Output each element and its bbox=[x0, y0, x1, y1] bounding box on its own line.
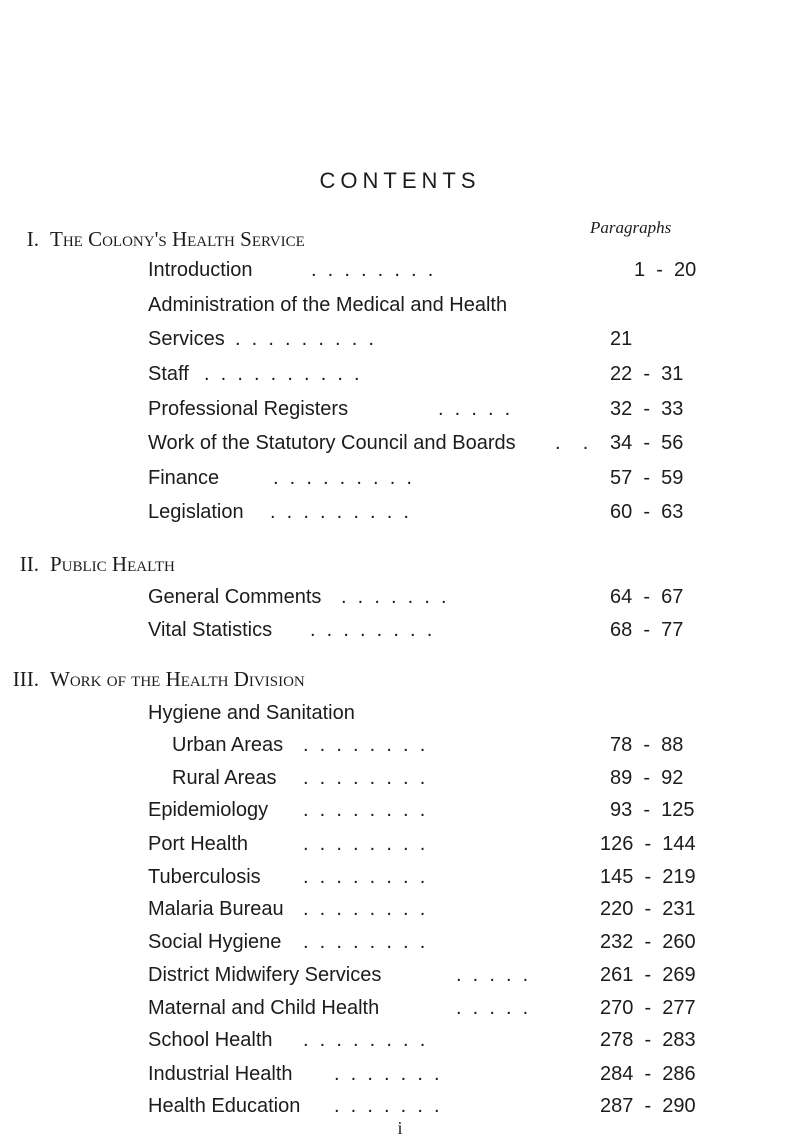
paragraph-range: 126 - 144 bbox=[600, 832, 696, 855]
section-number: II. bbox=[19, 552, 39, 577]
entry-label: Hygiene and Sanitation bbox=[148, 701, 355, 724]
paragraph-range: 220 - 231 bbox=[600, 898, 696, 921]
entry-label: Rural Areas bbox=[172, 767, 277, 790]
paragraph-range: 64 - 67 bbox=[610, 585, 684, 608]
entry-label: Vital Statistics bbox=[148, 618, 273, 641]
paragraph-range: 270 - 277 bbox=[600, 996, 696, 1019]
page-heading: CONTENTS bbox=[319, 168, 481, 193]
entry-label: Administration of the Medical and Health bbox=[148, 294, 508, 316]
entry-label: Finance bbox=[148, 467, 220, 489]
paragraph-range: 93 - 125 bbox=[610, 799, 695, 822]
leader-dots: . . . . . . . . . . bbox=[204, 363, 360, 385]
leader-dots: . . . . . . . bbox=[341, 585, 447, 608]
leader-dots: . . . . . . . bbox=[334, 1062, 440, 1085]
section-heading bbox=[0, 666, 800, 692]
section-title: Public Health bbox=[50, 552, 175, 577]
entry-label: District Midwifery Services bbox=[148, 963, 382, 986]
paragraph-range: 57 - 59 bbox=[610, 467, 684, 489]
paragraph-range: 60 - 63 bbox=[610, 501, 684, 523]
leader-dots: . . . . . . . . bbox=[310, 618, 433, 641]
paragraph-range: 284 - 286 bbox=[600, 1062, 696, 1085]
page-number: i bbox=[397, 1118, 403, 1138]
leader-dots: . . . . . . . . bbox=[303, 865, 426, 888]
entry-label: Work of the Statutory Council and Boards bbox=[148, 432, 516, 454]
leader-dots: . . . . . . . . bbox=[303, 931, 426, 954]
leader-dots: . . . . . . . . bbox=[303, 733, 426, 756]
paragraph-range: 32 - 33 bbox=[610, 398, 684, 420]
leader-dots: . . . . . bbox=[438, 398, 511, 420]
entry-label: Staff bbox=[148, 363, 189, 385]
leader-dots: . . . . . . . . bbox=[303, 767, 426, 790]
entry-label: Introduction bbox=[148, 259, 253, 281]
section-heading bbox=[0, 226, 800, 252]
paragraph-range: 21 bbox=[610, 328, 633, 350]
paragraph-range: 89 - 92 bbox=[610, 767, 684, 790]
entry-label: Epidemiology bbox=[148, 799, 269, 822]
paragraph-range: 145 - 219 bbox=[600, 865, 696, 888]
entry-label: Professional Registers bbox=[148, 398, 349, 420]
section-title: The Colony's Health Service bbox=[50, 227, 305, 251]
section-title: Work of the Health Division bbox=[50, 667, 305, 692]
leader-dots: . . . . . bbox=[456, 963, 529, 986]
entry-label: Legislation bbox=[148, 501, 244, 523]
entry-label: Industrial Health bbox=[148, 1062, 293, 1085]
paragraph-range: 22 - 31 bbox=[610, 363, 684, 385]
entry-label: Port Health bbox=[148, 832, 249, 855]
paragraphs-column-header: Paragraphs bbox=[590, 218, 672, 237]
leader-dots: . . . . . . . . bbox=[303, 898, 426, 921]
entry-label: Urban Areas bbox=[172, 733, 284, 756]
entry-label: School Health bbox=[148, 1029, 273, 1052]
paragraph-range: 68 - 77 bbox=[610, 618, 684, 641]
paragraph-range: 1 - 20 bbox=[634, 259, 697, 281]
paragraph-range: 287 - 290 bbox=[600, 1094, 696, 1117]
leader-dots: . . . . . . . . bbox=[303, 832, 426, 855]
paragraph-range: 34 - 56 bbox=[610, 432, 684, 454]
entry-label: Social Hygiene bbox=[148, 931, 282, 954]
section-heading bbox=[0, 551, 800, 577]
leader-dots: . . . . . bbox=[456, 996, 529, 1019]
paragraph-range: 232 - 260 bbox=[600, 931, 696, 954]
paragraph-range: 78 - 88 bbox=[610, 733, 684, 756]
section-number: III. bbox=[12, 667, 39, 692]
leader-dots: . . . . . . . . bbox=[303, 799, 426, 822]
leader-dots: . . . . . . . . . bbox=[273, 467, 412, 489]
entry-label: Health Education bbox=[148, 1094, 301, 1117]
entry-label-continued: Services bbox=[148, 328, 225, 350]
leader-dots: . . . . . . . bbox=[334, 1094, 440, 1117]
section-number: I. bbox=[26, 227, 39, 251]
entry-label: Tuberculosis bbox=[148, 865, 261, 888]
leader-dots: . . . . . . . . bbox=[311, 259, 434, 281]
leader-dots: . . bbox=[555, 432, 589, 454]
leader-dots: . . . . . . . . . bbox=[235, 328, 374, 350]
leader-dots: . . . . . . . . bbox=[303, 1029, 426, 1052]
entry-label: General Comments bbox=[148, 585, 322, 608]
leader-dots: . . . . . . . . . bbox=[270, 501, 409, 523]
paragraph-range: 261 - 269 bbox=[600, 963, 696, 986]
entry-label: Maternal and Child Health bbox=[148, 996, 380, 1019]
entry-label: Malaria Bureau bbox=[148, 898, 284, 921]
paragraph-range: 278 - 283 bbox=[600, 1029, 696, 1052]
